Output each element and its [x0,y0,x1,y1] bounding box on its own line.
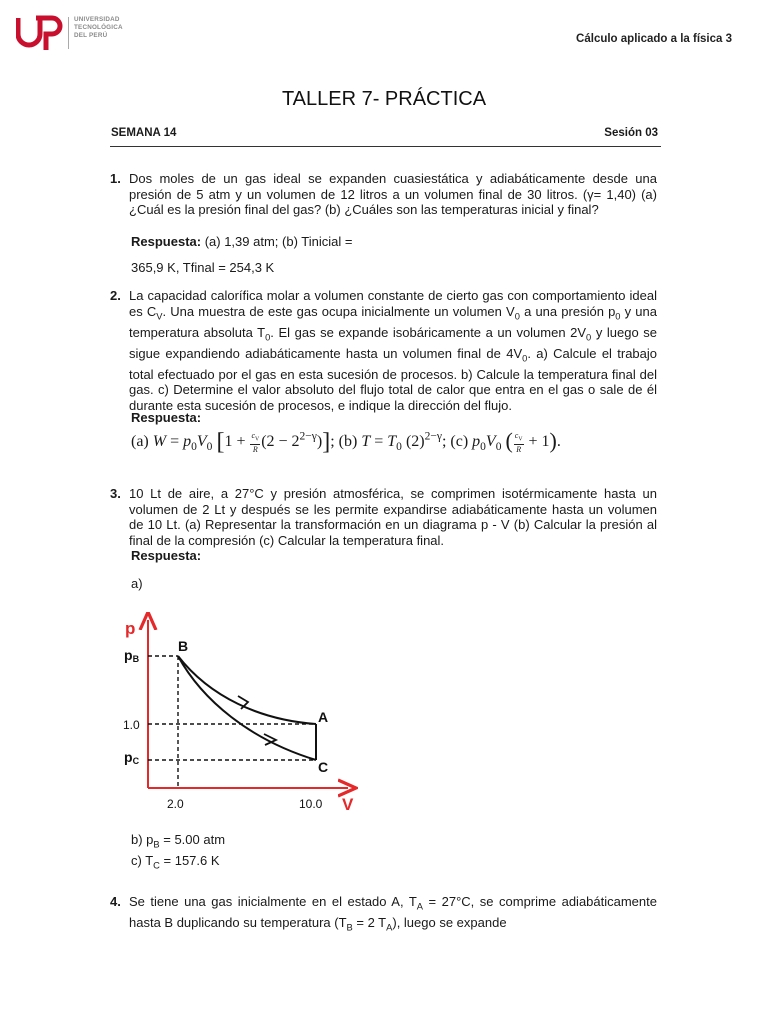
y-tick-1: 1.0 [123,718,140,732]
problem-3-answer-c: c) $T_C = 157.6$ K [131,853,220,871]
logo-divider [68,17,69,49]
pc-label: pC [124,749,140,766]
page-title: TALLER 7- PRÁCTICA [281,88,487,110]
answer-label: Respuesta: [131,410,202,425]
answer-label: Respuesta: [131,548,202,563]
problem-4-number: 4. [110,894,121,909]
point-c-label: C [318,759,329,775]
problem-2-text: La capacidad calorífica molar a volumen constante de cierto gas con comportamiento ideal es $C_V$. Una muestra de este gas ocupa inicialmente un volumen $V_0$ a una presión $p_0$ y una temperatura absoluta $T_0$. El gas se expande isobáricamente a un volumen $2V_0$ y luego se sigue expandiendo adiabáticamente hasta un volumen final de $4V_0$. a) Calcule el trabajo total efectuado por el gas en esta sucesión de procesos. b) Calcule la temperatura final del gas. c) Determine el valor absoluto del flujo total de calor que entra en el gas o sale de él durante esta sucesión de procesos, e indique la dirección del flujo. [129,288,658,413]
answer-text-1: (a) 1,39 atm; (b) Tinicial = [204,234,353,249]
point-b-label: B [178,638,189,654]
problem-2-answer-label [131,410,201,426]
problem-1-text: Dos moles de un gas ideal se expanden cuasiestática y adiabáticamente desde una presión de 5 atm y un volumen de 12 litros a un volumen final de 30 litros. (γ= 1,40) (a) ¿Cuál es la presión final del gas? (b) ¿Cuáles son las temperaturas inicial y final? [129,171,657,217]
problem-3-number: 3. [110,486,121,501]
problem-3-text: 10 Lt de aire, a 27°C y presión atmosférica, se comprimen isotérmicamente hasta un volumen de 2 Lt y después se les permite expandirse adiabáticamente hasta un volumen de 10 Lt. (a) Representar la transformación en un diagrama p - V (b) Calcular la presión al final de la compresión (c) Calcular la temperatura final. [129,486,657,548]
session-label: Sesión 03 [604,127,658,139]
pv-diagram [110,612,370,816]
week-label: SEMANA 14 [111,127,177,139]
problem-4-text: Se tiene una gas inicialmente en el estado A, $T_A = 27^\circ C$, se comprime adiabáticamente hasta B duplicando su temperatura ($T_B = 2$ $T_A$), luego se expande [129,894,657,933]
logo-line-3: DEL PERÚ [74,32,108,39]
point-a-label: A [318,709,329,725]
problem-3-part-a-label: a) [131,576,143,591]
problem-2-formula: (a) $W = p_0V_0$ [1 + $\frac{c_V}{R}(2 - 2^{2-\gamma})$]; (b) $T = T_0$ $(2)^{2-\gamma}$; (c) $p_0V_0$ ( $\frac{c_V}{R} + 1$). [131,428,561,455]
y-axis-label: p [125,619,136,638]
utp-logo-icon [16,14,68,54]
logo-line-1: UNIVERSIDAD [74,16,120,23]
isothermal-curve [178,656,316,724]
x-tick-1: 2.0 [167,797,184,811]
x-axis-label: V [342,795,354,814]
logo-text [74,16,123,40]
problem-3-answer-label [131,548,201,564]
university-logo [16,14,146,54]
course-name: Cálculo aplicado a la física 3 [576,33,732,45]
x-tick-2: 10.0 [299,797,323,811]
logo-line-2: TECNOLÓGICA [74,24,123,31]
problem-2-number: 2. [110,288,121,303]
problem-1-answer [131,234,352,250]
guide-lines [148,656,316,788]
header-rule [110,146,661,147]
problem-1-number: 1. [110,171,121,186]
problem-1-answer-2: 365,9 K, Tfinal = 254,3 K [131,260,275,275]
pb-label: pB [124,647,140,664]
answer-label: Respuesta: [131,234,202,249]
problem-3-answer-b: b) $p_B = 5.00$ atm [131,832,226,850]
